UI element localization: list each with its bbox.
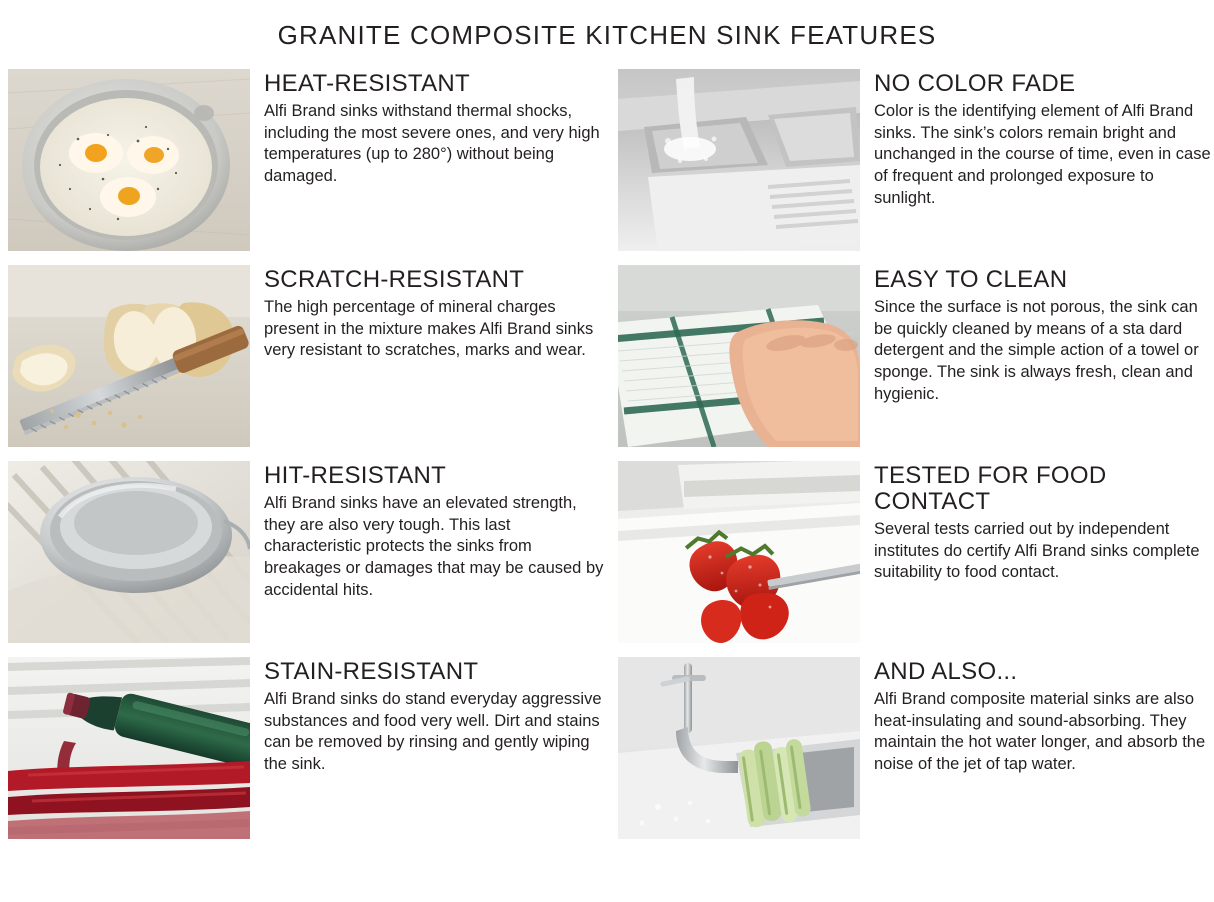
bread-knife-slicing-bread-photo [8,265,250,447]
strawberries-on-cutting-board-photo [618,461,860,643]
feature-tested-for-food-contact [618,461,1214,657]
feature-body: Alfi Brand composite material sinks are also heat-insulating and sound-absorbing. They maintain the hot water longer, and absorb the noise of the jet of tap water. [874,689,1206,774]
feature-body: Alfi Brand sinks withstand thermal shocks, including the most severe ones, and very high temperatures (up to 280°) without being damaged. [264,101,600,186]
feature-heat-resistant [8,69,612,265]
metal-pot-dropped-in-sink-photo [8,461,250,643]
feature-title: AND ALSO... [874,658,1018,685]
feature-title: TESTED FOR FOOD CONTACT [874,462,1107,515]
feature-body: Color is the identifying element of Alfi Brand sinks. The sink’s colors remain bright and unchanged in the course of time, even in case of frequent and prolonged exposure to sunlight. [874,101,1211,207]
feature-no-color-fade [618,69,1214,265]
white-sink-with-running-water-photo [618,69,860,251]
feature-body: The high percentage of mineral charges present in the mixture makes Alfi Brand sinks very resistant to scratches, marks and wear. [264,297,594,360]
feature-body: Several tests carried out by independent institutes do certify Alfi Brand sinks complete suitability to food contact. [874,519,1200,582]
feature-stain-resistant [8,657,612,853]
feature-easy-to-clean [618,265,1214,461]
feature-scratch-resistant [8,265,612,461]
feature-title: EASY TO CLEAN [874,266,1068,293]
feature-title: STAIN-RESISTANT [264,658,479,685]
hand-wiping-with-towel-photo [618,265,860,447]
feature-title: NO COLOR FADE [874,70,1076,97]
features-grid [0,69,1214,853]
feature-hit-resistant [8,461,612,657]
feature-title: HEAT-RESISTANT [264,70,470,97]
feature-body: Alfi Brand sinks have an elevated strength, they are also very tough. This last characteristic protects the sinks from breakages or damages that may be caused by accidental hits. [264,493,604,599]
feature-title: SCRATCH-RESISTANT [264,266,525,293]
red-wine-spilling-from-bottle-photo [8,657,250,839]
feature-body: Alfi Brand sinks do stand everyday aggressive substances and food very well. Dirt and stains can be removed by rinsing and gently wiping the sink. [264,689,602,774]
page-title: GRANITE COMPOSITE KITCHEN SINK FEATURES [277,20,937,50]
celery-in-sink-with-faucet-photo [618,657,860,839]
feature-title: HIT-RESISTANT [264,462,447,489]
frying-pan-with-eggs-photo [8,69,250,251]
feature-and-also [618,657,1214,853]
feature-body: Since the surface is not porous, the sink can be quickly cleaned by means of a sta dard detergent and the simple action of a towel or sponge. The sink is always fresh, clean and hygienic. [874,297,1199,403]
